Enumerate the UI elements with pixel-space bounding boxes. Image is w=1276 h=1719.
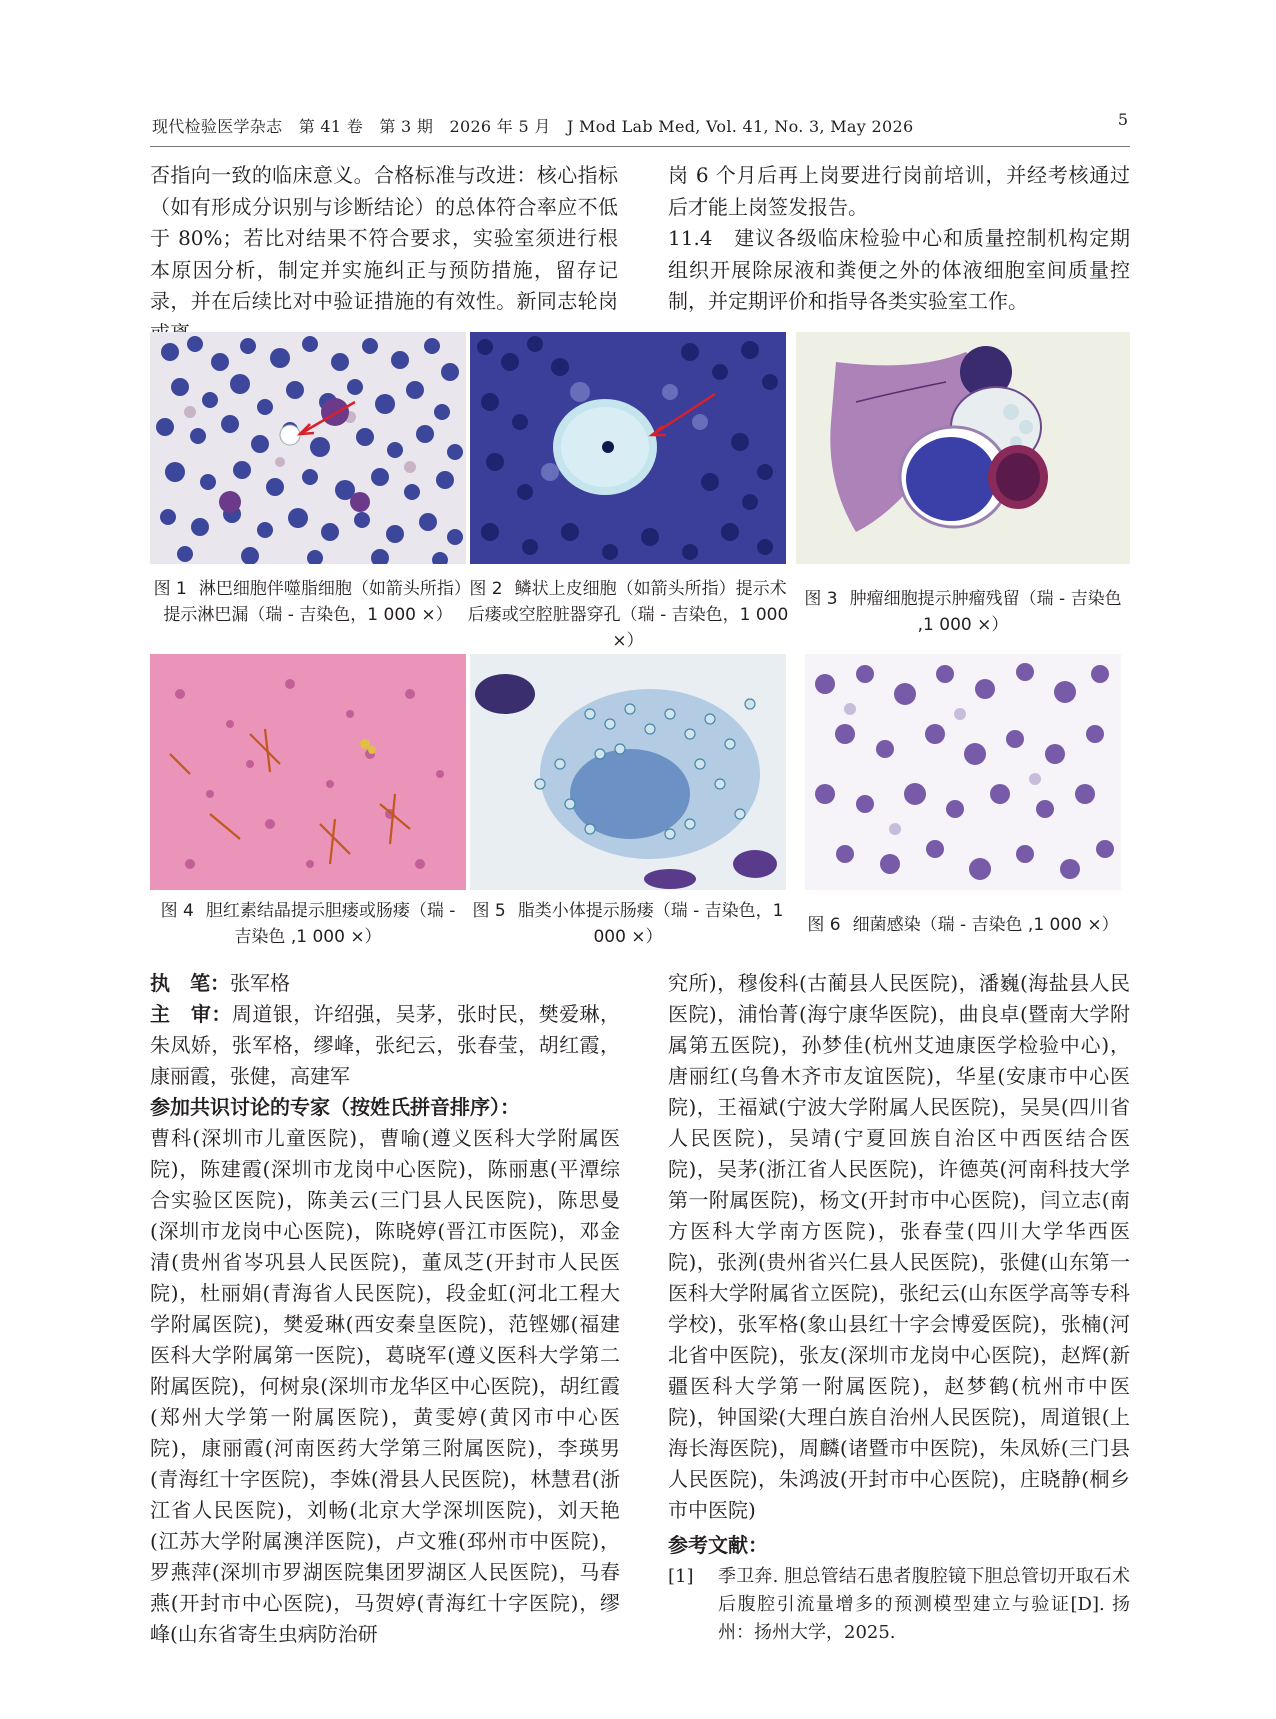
reference-list [668, 1563, 1130, 1647]
figure-3-image [796, 332, 1130, 564]
body-text-left-top [150, 160, 618, 349]
figure-3-caption [796, 586, 1130, 638]
page-number: 5 [1117, 110, 1128, 129]
figure-2-image [470, 332, 786, 564]
figure-1-caption [150, 576, 466, 628]
figure-5-image [470, 654, 786, 890]
figure-4-caption [150, 898, 466, 950]
figure-5-text: 脂类小体提示肠瘘（瑞 - 吉染色，1 000 ×） [517, 901, 784, 947]
figure-2-label: 图 2 [469, 579, 503, 599]
writer-label: 执 笔： [150, 971, 230, 995]
experts-heading: 参加共识讨论的专家（按姓氏拼音排序）： [150, 1095, 520, 1119]
figure-6-label: 图 6 [807, 915, 841, 935]
figure-3-text: 肿瘤细胞提示肿瘤残留（瑞 - 吉染色 ,1 000 ×） [849, 589, 1122, 635]
reference-number: [1] [668, 1566, 694, 1587]
figure-1-image [150, 332, 466, 564]
figure-6-text: 细菌感染（瑞 - 吉染色 ,1 000 ×） [852, 915, 1119, 935]
experts-list-part1: 曹科(深圳市儿童医院)，曹喻(遵义医科大学附属医院)，陈建霞(深圳市龙岗中心医院)，陈丽惠(平潭综合实验区医院)，陈美云(三门县人民医院)，陈思曼(深圳市龙岗中心医院)，陈晓婷(晋江市医院)，邓金清(贵州省岑巩县人民医院)，董凤芝(开封市人民医院)，杜丽娟(青海省人民医院)，段金虹(河北工程大学附属医院)，樊爱琳(西安秦皇医院)，范铿娜(福建医科大学附属第一医院)，葛晓军(遵义医科大学第二附属医院)，何树泉(深圳市龙华区中心医院)，胡红霞(郑州大学第一附属医院)，黄雯婷(黄冈市中心医院)，康丽霞(河南医药大学第三附属医院)，李瑛男(青海红十字医院)，李姝(滑县人民医院)，林慧君(浙江省人民医院)，刘畅(北京大学深圳医院)，刘天艳(江苏大学附属澳洋医院)，卢文雅(邳州市中医院)，罗燕萍(深圳市罗湖医院集团罗湖区人民医院)，马春燕(开封市中心医院)，马贺婷(青海红十字医院)，缪峰(山东省寄生虫病防治研 [150, 1126, 620, 1646]
reviewer-line [150, 999, 620, 1092]
figure-3-label: 图 3 [804, 589, 838, 609]
credits-left-column [150, 968, 620, 1650]
writer-name: 张军格 [230, 971, 290, 995]
body-text-right-top [668, 160, 1130, 318]
figure-4-text: 胆红素结晶提示胆瘘或肠瘘（瑞 - 吉染色 ,1 000 ×） [205, 901, 456, 947]
running-header [150, 110, 1130, 147]
reference-item [668, 1563, 1130, 1647]
figure-4-label: 图 4 [160, 901, 194, 921]
references-heading: 参考文献： [668, 1533, 768, 1557]
writer-line [150, 968, 620, 999]
figure-4-image [150, 654, 466, 890]
figure-2-text: 鳞状上皮细胞（如箭头所指）提示术后瘘或空腔脏器穿孔（瑞 - 吉染色，1 000 ×） [467, 579, 789, 651]
reference-text: 季卫奔. 胆总管结石患者腹腔镜下胆总管切开取石术后腹腔引流量增多的预测模型建立与验证[D]. 扬州：扬州大学，2025. [718, 1566, 1130, 1643]
figure-6-caption [805, 912, 1121, 938]
paragraph: 否指向一致的临床意义。合格标准与改进：核心指标（如有形成分识别与诊断结论）的总体符合率应不低于 80%；若比对结果不符合要求，实验室须进行根本原因分析，制定并实施纠正与预防措施，留存记录，并在后续比对中验证措施的有效性。新同志轮岗 [150, 163, 618, 313]
paragraph: 岗 6 个月后再上岗要进行岗前培训，并经考核通过后才能上岗签发报告。 [668, 163, 1130, 219]
reviewer-label: 主 审： [150, 1002, 232, 1026]
figure-5-label: 图 5 [472, 901, 506, 921]
journal-citation: 现代检验医学杂志 第 41 卷 第 3 期 2026 年 5 月 J Mod Lab Med, Vol. 41, No. 3, May 2026 [152, 117, 914, 136]
figure-1-label: 图 1 [153, 579, 187, 599]
experts-list-part2: 究所)，穆俊科(古蔺县人民医院)，潘巍(海盐县人民医院)，浦怡菁(海宁康华医院)，曲良卓(暨南大学附属第五医院)，孙梦佳(杭州艾迪康医学检验中心)，唐丽红(乌鲁木齐市友谊医院)，华星(安康市中心医院)，王福斌(宁波大学附属人民医院)，吴昊(四川省人民医院)，吴靖(宁夏回族自治区中西医结合医院)，吴茅(浙江省人民医院)，许德英(河南科技大学第一附属医院)，杨文(开封市中心医院)，闫立志(南方医科大学南方医院)，张春莹(四川大学华西医院)，张洌(贵州省兴仁县人民医院)，张健(山东第一医科大学附属省立医院)，张纪云(山东医学高等专科学校)，张军格(象山县红十字会博爱医院)，张楠(河北省中医院)，张友(深圳市龙岗中心医院)，赵辉(新疆医科大学第一附属医院)，赵梦鹤(杭州市中医院)，钟国梁(大理白族自治州人民医院)，周道银(上海长海医院)，周麟(诸暨市中医院)，朱凤娇(三门县人民医院)，朱鸿波(开封市中心医院)，庄晓静(桐乡市中医院) [668, 971, 1130, 1522]
reviewer-names: 周道银，许绍强，吴茅，张时民，樊爱琳，朱凤娇，张军格，缪峰，张纪云，张春莹，胡红霞，康丽霞，张健，高建军 [150, 1002, 621, 1088]
figure-5-caption [470, 898, 786, 950]
figure-2-caption [466, 576, 790, 654]
figure-6-image [805, 654, 1121, 890]
credits-right-column [668, 968, 1130, 1647]
paragraph-section-11-4: 11.4 建议各级临床检验中心和质量控制机构定期组织开展除尿液和粪便之外的体液细胞室间质量控制，并定期评价和指导各类实验室工作。 [668, 226, 1130, 313]
figure-1-text: 淋巴细胞伴噬脂细胞（如箭头所指）提示淋巴漏（瑞 - 吉染色，1 000 ×） [163, 579, 463, 625]
